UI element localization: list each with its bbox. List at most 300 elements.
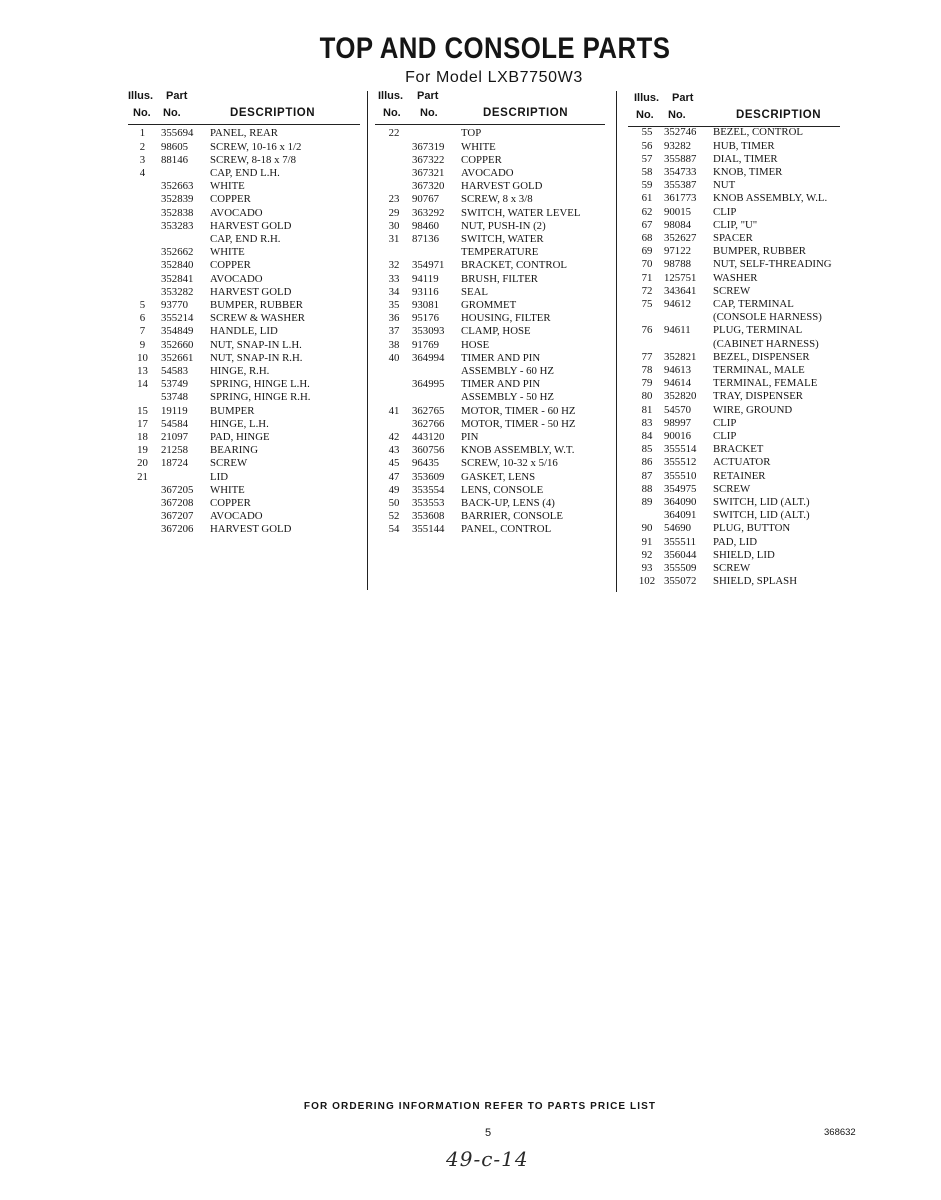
part-description: BRACKET	[713, 443, 764, 456]
part-number: 90016	[664, 429, 691, 442]
part-number: 94119	[412, 272, 439, 285]
part-description: TERMINAL, FEMALE	[713, 377, 818, 390]
illus-number: 75	[641, 297, 653, 310]
parts-row	[128, 312, 360, 325]
model-subtitle: For Model LXB7750W3	[405, 69, 583, 86]
part-description: PLUG, BUTTON	[713, 522, 791, 535]
illus-number: 84	[641, 429, 653, 442]
part-number: 355512	[664, 456, 697, 469]
parts-row	[628, 562, 840, 575]
part-description: LENS, CONSOLE	[461, 483, 544, 496]
part-number: 90015	[664, 205, 691, 218]
parts-row	[628, 575, 840, 588]
parts-row	[375, 141, 605, 154]
illus-number: 38	[388, 338, 400, 351]
illus-number: 41	[388, 404, 400, 417]
parts-row	[628, 430, 840, 443]
parts-row	[628, 377, 840, 390]
illus-number: 58	[641, 165, 653, 178]
parts-row	[375, 286, 605, 299]
parts-row	[628, 153, 840, 166]
parts-row	[375, 220, 605, 233]
part-number: 53748	[161, 391, 188, 404]
parts-row	[128, 127, 360, 140]
illus-number: 78	[641, 363, 653, 376]
part-description: CLAMP, HOSE	[461, 325, 531, 338]
part-description: SCREW & WASHER	[210, 312, 305, 325]
part-number: 355514	[664, 443, 697, 456]
parts-row	[375, 405, 605, 418]
part-description: KNOB, TIMER	[713, 165, 783, 178]
part-number: 364090	[664, 495, 697, 508]
illus-number: 50	[388, 496, 400, 509]
parts-row	[375, 418, 605, 431]
illus-number: 29	[388, 206, 400, 219]
part-description: WHITE	[210, 483, 245, 496]
illus-number: 9	[139, 338, 146, 351]
illus-number: 67	[641, 218, 653, 231]
illus-number: 79	[641, 377, 653, 390]
parts-row	[375, 484, 605, 497]
parts-row	[375, 312, 605, 325]
illus-number: 33	[388, 272, 400, 285]
document-number: 368632	[824, 1127, 856, 1138]
part-number: 355387	[664, 179, 697, 192]
parts-row	[128, 444, 360, 457]
illus-number: 43	[388, 444, 400, 457]
illus-number: 10	[137, 351, 148, 364]
part-description: LID	[210, 470, 228, 483]
parts-row	[628, 324, 840, 337]
part-description: TRAY, DISPENSER	[713, 390, 804, 403]
part-number: 98605	[161, 140, 188, 153]
part-description: HARVEST GOLD	[210, 523, 292, 536]
part-number: 352661	[161, 351, 194, 364]
part-description: DIAL, TIMER	[713, 152, 778, 165]
part-description: TOP	[461, 127, 482, 140]
parts-row	[375, 193, 605, 206]
column-divider	[616, 91, 617, 592]
part-description: SPRING, HINGE L.H.	[210, 378, 310, 391]
part-description: SWITCH, LID (ALT.)	[713, 495, 810, 508]
parts-row	[128, 167, 360, 180]
part-description: SCREW, 8 x 3/8	[461, 193, 533, 206]
parts-row	[128, 457, 360, 470]
part-description: BEARING	[210, 444, 258, 457]
part-description: TIMER AND PIN	[461, 351, 541, 364]
part-description: BRACKET, CONTROL	[461, 259, 567, 272]
part-description: COPPER	[210, 259, 251, 272]
part-description: PAD, HINGE	[210, 430, 270, 443]
illus-number: 30	[388, 219, 400, 232]
illus-number: 20	[137, 457, 148, 470]
part-number: 21097	[161, 430, 188, 443]
part-description: (CONSOLE HARNESS)	[713, 311, 822, 324]
illus-number: 83	[641, 416, 653, 429]
part-header: Part	[672, 92, 694, 104]
part-description: HOSE	[461, 338, 490, 351]
illus-number: 71	[641, 271, 653, 284]
parts-row	[375, 497, 605, 510]
illus-number: 56	[641, 139, 653, 152]
part-description: GASKET, LENS	[461, 470, 536, 483]
parts-row	[628, 509, 840, 522]
part-number: 352663	[161, 180, 194, 193]
part-no-header: No.	[668, 109, 686, 121]
part-number: 94614	[664, 377, 691, 390]
part-description: COPPER	[461, 153, 502, 166]
part-number: 443120	[412, 430, 445, 443]
parts-row	[128, 154, 360, 167]
part-number: 18724	[161, 457, 188, 470]
part-description: NUT, PUSH-IN (2)	[461, 219, 546, 232]
part-description: SCREW, 10-16 x 1/2	[210, 140, 302, 153]
illus-number: 21	[137, 470, 148, 483]
illus-number: 5	[139, 298, 146, 311]
part-number: 354971	[412, 259, 445, 272]
parts-row	[628, 364, 840, 377]
part-description: SCREW	[713, 482, 751, 495]
part-description: COPPER	[210, 193, 251, 206]
part-description: (CABINET HARNESS)	[713, 337, 819, 350]
part-no-header: No.	[420, 107, 438, 119]
illus-number: 2	[139, 140, 146, 153]
part-number: 367208	[161, 496, 194, 509]
illus-number: 86	[641, 456, 653, 469]
part-number: 355511	[664, 535, 696, 548]
parts-row	[128, 286, 360, 299]
part-description: HANDLE, LID	[210, 325, 278, 338]
parts-row	[128, 273, 360, 286]
part-description: WASHER	[713, 271, 758, 284]
part-description: SCREW, 10-32 x 5/16	[461, 457, 558, 470]
parts-row	[628, 232, 840, 245]
part-number: 352821	[664, 350, 697, 363]
illus-number: 15	[137, 404, 148, 417]
part-number: 352841	[161, 272, 194, 285]
part-description: SPRING, HINGE R.H.	[210, 391, 311, 404]
part-description: SCREW	[210, 457, 248, 470]
part-description: PANEL, CONTROL	[461, 523, 552, 536]
part-description: BARRIER, CONSOLE	[461, 510, 563, 523]
part-description: HINGE, L.H.	[210, 417, 269, 430]
header-rule	[375, 124, 605, 125]
illus-number: 89	[641, 495, 653, 508]
illus-number: 55	[641, 126, 653, 139]
parts-row	[375, 352, 605, 365]
part-number: 355509	[664, 561, 697, 574]
parts-row	[628, 549, 840, 562]
illus-number: 6	[139, 312, 146, 325]
parts-row	[375, 339, 605, 352]
parts-row	[628, 417, 840, 430]
header-rule	[128, 124, 360, 125]
part-number: 353609	[412, 470, 445, 483]
parts-column-3	[628, 0, 840, 620]
illus-number: 36	[388, 312, 400, 325]
parts-row	[128, 510, 360, 523]
parts-row	[128, 299, 360, 312]
part-description: CAP, END R.H.	[210, 232, 281, 245]
part-number: 367319	[412, 140, 445, 153]
illus-number: 31	[388, 232, 400, 245]
part-number: 93116	[412, 285, 439, 298]
parts-row	[628, 192, 840, 205]
parts-row	[128, 365, 360, 378]
part-number: 361773	[664, 192, 697, 205]
part-number: 353283	[161, 219, 194, 232]
part-number: 54690	[664, 522, 691, 535]
parts-row	[375, 299, 605, 312]
illus-number: 18	[137, 430, 148, 443]
parts-row	[375, 259, 605, 272]
part-number: 364994	[412, 351, 445, 364]
illus-number: 59	[641, 179, 653, 192]
illus-number: 32	[388, 259, 400, 272]
description-header: DESCRIPTION	[736, 109, 822, 121]
illus-number: 93	[641, 561, 653, 574]
part-description: SEAL	[461, 285, 488, 298]
parts-row	[628, 166, 840, 179]
part-number: 353553	[412, 496, 445, 509]
parts-row	[375, 444, 605, 457]
part-number: 97122	[664, 245, 691, 258]
part-description: WHITE	[210, 246, 245, 259]
parts-row	[128, 471, 360, 484]
part-number: 367207	[161, 510, 194, 523]
part-description: HINGE, R.H.	[210, 364, 270, 377]
illus-number: 76	[641, 324, 653, 337]
parts-row	[375, 233, 605, 246]
part-number: 98084	[664, 218, 691, 231]
parts-row	[128, 431, 360, 444]
part-description: BUMPER	[210, 404, 255, 417]
part-description: NUT, SELF-THREADING	[713, 258, 832, 271]
illus-number: 35	[388, 298, 400, 311]
illus-number: 42	[388, 430, 400, 443]
illus-number: 92	[641, 548, 653, 561]
parts-row	[128, 325, 360, 338]
part-description: TEMPERATURE	[461, 246, 539, 259]
part-description: MOTOR, TIMER - 50 HZ	[461, 417, 576, 430]
page-title: TOP AND CONSOLE PARTS	[319, 32, 671, 65]
parts-row	[628, 311, 840, 324]
part-number: 354849	[161, 325, 194, 338]
illus-number: 14	[137, 378, 148, 391]
part-description: SCREW	[713, 284, 751, 297]
part-number: 367321	[412, 166, 445, 179]
part-number: 352840	[161, 259, 194, 272]
part-number: 367206	[161, 523, 194, 536]
part-number: 364995	[412, 378, 445, 391]
part-number: 363292	[412, 206, 445, 219]
part-description: AVOCADO	[210, 272, 263, 285]
part-number: 352627	[664, 231, 697, 244]
part-number: 94611	[664, 324, 691, 337]
part-number: 343641	[664, 284, 697, 297]
part-description: RETAINER	[713, 469, 766, 482]
part-description: CLIP, "U"	[713, 218, 758, 231]
part-no-header: No.	[163, 107, 181, 119]
part-number: 355144	[412, 523, 445, 536]
part-number: 362765	[412, 404, 445, 417]
part-description: AVOCADO	[210, 510, 263, 523]
parts-row	[628, 338, 840, 351]
part-number: 54583	[161, 364, 188, 377]
part-description: CLIP	[713, 416, 737, 429]
part-number: 93770	[161, 298, 188, 311]
parts-row	[375, 167, 605, 180]
parts-row	[128, 180, 360, 193]
parts-row	[375, 127, 605, 140]
part-description: CAP, END L.H.	[210, 166, 280, 179]
illus-number: 88	[641, 482, 653, 495]
illus-number: 57	[641, 152, 653, 165]
part-number: 54570	[664, 403, 691, 416]
illus-number: 70	[641, 258, 653, 271]
part-description: HOUSING, FILTER	[461, 312, 551, 325]
part-number: 355887	[664, 152, 697, 165]
part-number: 19119	[161, 404, 188, 417]
part-number: 98788	[664, 258, 691, 271]
part-number: 355072	[664, 575, 697, 588]
part-description: ACTUATOR	[713, 456, 771, 469]
parts-row	[375, 431, 605, 444]
part-description: HUB, TIMER	[713, 139, 775, 152]
part-description: HARVEST GOLD	[210, 219, 292, 232]
illus-number: 1	[139, 127, 146, 140]
parts-row	[628, 245, 840, 258]
illus-number: 23	[388, 193, 400, 206]
part-number: 353093	[412, 325, 445, 338]
part-number: 353608	[412, 510, 445, 523]
parts-row	[375, 457, 605, 470]
illus-number: 34	[388, 285, 400, 298]
parts-row	[375, 207, 605, 220]
part-description: NUT, SNAP-IN R.H.	[210, 351, 303, 364]
part-description: SWITCH, WATER LEVEL	[461, 206, 581, 219]
parts-row	[628, 456, 840, 469]
illus-number: 17	[137, 417, 148, 430]
parts-row	[375, 471, 605, 484]
parts-row	[375, 154, 605, 167]
illus-number: 22	[388, 127, 400, 140]
part-description: BRUSH, FILTER	[461, 272, 538, 285]
illus-number: 77	[641, 350, 653, 363]
part-number: 94613	[664, 363, 691, 376]
part-description: WHITE	[210, 180, 245, 193]
part-description: CLIP	[713, 205, 737, 218]
parts-row	[128, 391, 360, 404]
parts-row	[128, 523, 360, 536]
parts-row	[628, 126, 840, 139]
part-number: 352660	[161, 338, 194, 351]
illus-number: 81	[641, 403, 653, 416]
illus-number: 54	[388, 523, 400, 536]
part-description: ASSEMBLY - 60 HZ	[461, 364, 554, 377]
part-description: GROMMET	[461, 298, 517, 311]
part-description: ASSEMBLY - 50 HZ	[461, 391, 554, 404]
parts-row	[375, 391, 605, 404]
illus-number: 85	[641, 443, 653, 456]
part-description: KNOB ASSEMBLY, W.T.	[461, 444, 575, 457]
illus-number: 87	[641, 469, 653, 482]
part-number: 352746	[664, 126, 697, 139]
parts-row	[128, 207, 360, 220]
parts-row	[628, 285, 840, 298]
parts-row	[628, 443, 840, 456]
description-header: DESCRIPTION	[483, 107, 569, 119]
part-number: 93282	[664, 139, 691, 152]
part-description: BEZEL, DISPENSER	[713, 350, 810, 363]
part-description: COPPER	[210, 496, 251, 509]
part-description: CLIP	[713, 429, 737, 442]
part-description: SWITCH, WATER	[461, 232, 544, 245]
part-number: 352662	[161, 246, 194, 259]
parts-row	[128, 405, 360, 418]
illus-number: 61	[641, 192, 653, 205]
part-number: 367205	[161, 483, 194, 496]
part-number: 355214	[161, 312, 194, 325]
part-description: BUMPER, RUBBER	[210, 298, 303, 311]
part-number: 362766	[412, 417, 445, 430]
illus-number: 40	[388, 351, 400, 364]
part-description: AVOCADO	[461, 166, 514, 179]
part-number: 94612	[664, 297, 691, 310]
parts-row	[628, 140, 840, 153]
page-number: 5	[484, 1127, 492, 1139]
illus-number: 4	[139, 166, 146, 179]
part-number: 367322	[412, 153, 445, 166]
parts-row	[128, 246, 360, 259]
part-description: MOTOR, TIMER - 60 HZ	[461, 404, 576, 417]
part-number: 96435	[412, 457, 439, 470]
illus-number: 68	[641, 231, 653, 244]
part-description: BUMPER, RUBBER	[713, 245, 806, 258]
parts-column-2	[375, 0, 605, 620]
ordering-note: FOR ORDERING INFORMATION REFER TO PARTS PRICE LIST	[303, 1101, 657, 1112]
parts-row	[375, 510, 605, 523]
part-description: CAP, TERMINAL	[713, 297, 794, 310]
part-description: SHIELD, LID	[713, 548, 775, 561]
illus-number: 69	[641, 245, 653, 258]
part-number: 356044	[664, 548, 697, 561]
part-description: WIRE, GROUND	[713, 403, 793, 416]
parts-row	[628, 536, 840, 549]
part-number: 98997	[664, 416, 691, 429]
illus-number: 19	[137, 444, 148, 457]
parts-row	[128, 233, 360, 246]
parts-row	[128, 193, 360, 206]
part-number: 87136	[412, 232, 439, 245]
part-number: 353554	[412, 483, 445, 496]
parts-row	[628, 258, 840, 271]
part-number: 95176	[412, 312, 439, 325]
part-number: 90767	[412, 193, 439, 206]
parts-row	[628, 404, 840, 417]
part-number: 355510	[664, 469, 697, 482]
part-number: 353282	[161, 285, 194, 298]
illus-number: 49	[388, 483, 400, 496]
parts-row	[375, 365, 605, 378]
parts-row	[628, 179, 840, 192]
part-description: WHITE	[461, 140, 496, 153]
part-description: TERMINAL, MALE	[713, 363, 805, 376]
part-description: PANEL, REAR	[210, 127, 278, 140]
part-number: 88146	[161, 153, 188, 166]
illus-number: 52	[388, 510, 400, 523]
part-description: PAD, LID	[713, 535, 757, 548]
